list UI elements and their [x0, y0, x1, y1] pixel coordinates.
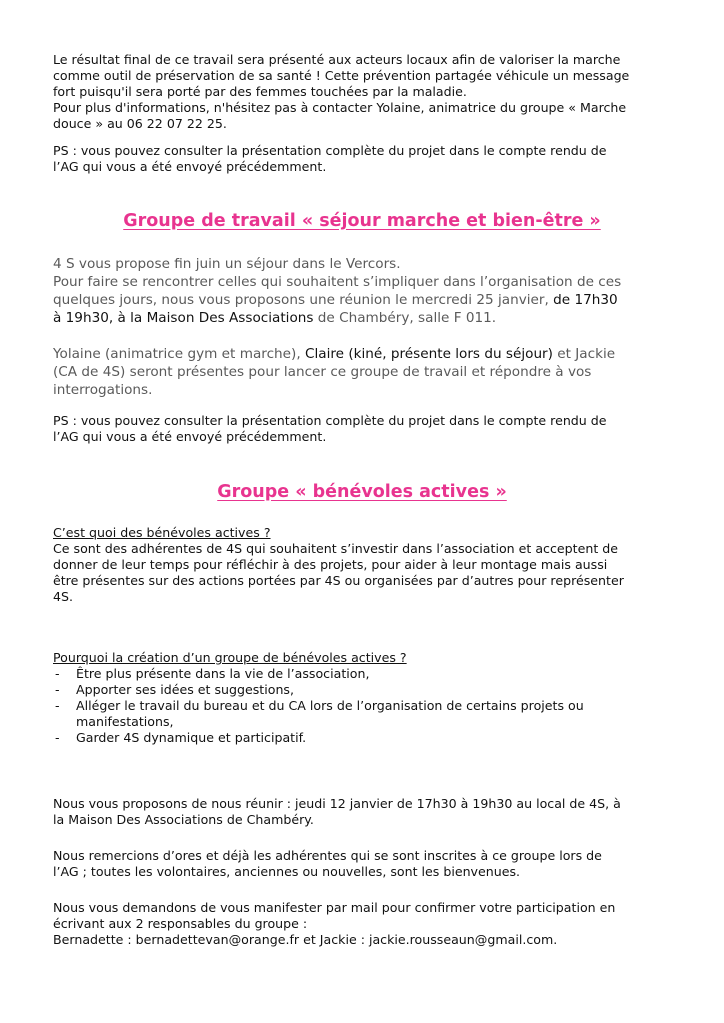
text-line: l’AG qui vous a été envoyé précédemment.	[53, 159, 327, 174]
text-line: (CA de 4S) seront présentes pour lancer ce groupe de travail et répondre à vos	[53, 364, 592, 380]
contact-paragraph	[53, 900, 665, 948]
text-line: Nous vous proposons de nous réunir : jeudi 12 janvier de 17h30 à 19h30 au local de 4S, à	[53, 796, 621, 811]
text-line: l’AG ; toutes les volontaires, anciennes ou nouvelles, sont les bienvenues.	[53, 864, 521, 879]
text-line: 4 S vous propose fin juin un séjour dans le Vercors.	[53, 256, 401, 272]
text-line: Le résultat final de ce travail sera présenté aux acteurs locaux afin de valoriser la marche	[53, 52, 621, 67]
section-question: C’est quoi des bénévoles actives ?	[53, 525, 271, 540]
text-span: et Jackie	[552, 346, 616, 362]
list-item: - Alléger le travail du bureau et du CA lors de l’organisation de certains projets ou manifestations,	[53, 698, 636, 730]
text-line: PS : vous pouvez consulter la présentation complète du projet dans le compte rendu de	[53, 143, 607, 158]
thanks-paragraph	[53, 848, 665, 880]
text-line	[53, 345, 665, 363]
contact-emails: Bernadette : bernadettevan@orange.fr et Jackie : jackie.rousseaun@gmail.com.	[53, 932, 558, 947]
marche-ps	[53, 143, 665, 175]
text-line	[53, 291, 665, 309]
marche-paragraph	[53, 52, 665, 132]
list-item: - Apporter ses idées et suggestions,	[53, 682, 665, 698]
text-line: PS : vous pouvez consulter la présentation complète du projet dans le compte rendu de	[53, 413, 607, 428]
meeting-paragraph	[53, 796, 665, 828]
text-line: interrogations.	[53, 382, 153, 398]
benevoles-title: Groupe « bénévoles actives »	[217, 482, 507, 502]
text-line: douce » au 06 22 07 22 25.	[53, 116, 227, 131]
reasons-list	[53, 666, 665, 746]
text-line: Nous remercions d’ores et déjà les adhérentes qui se sont inscrites à ce groupe lors de	[53, 848, 602, 863]
text-span: quelques jours, nous vous proposons une réunion le mercredi 25 janvier,	[53, 292, 554, 308]
text-span: à 19h30, à la Maison Des Associations	[53, 310, 318, 326]
text-line: donner de leur temps pour réfléchir à des projets, pour aider à leur montage mais aussi	[53, 557, 608, 572]
text-line: l’AG qui vous a été envoyé précédemment.	[53, 429, 327, 444]
benevoles-reasons	[53, 650, 665, 746]
text-line	[53, 309, 665, 327]
text-span: de 17h30	[553, 292, 618, 308]
text-line: la Maison Des Associations de Chambéry.	[53, 812, 314, 827]
text-span: Yolaine (animatrice gym et marche),	[53, 346, 305, 362]
text-line: 4S.	[53, 589, 74, 604]
sejour-paragraph	[53, 255, 665, 327]
list-item: - Être plus présente dans la vie de l’association,	[53, 666, 665, 682]
text-line: Pour faire se rencontrer celles qui souhaitent s’impliquer dans l’organisation de ces	[53, 274, 622, 290]
benevoles-definition	[53, 525, 665, 605]
text-line: écrivant aux 2 responsables du groupe :	[53, 916, 308, 931]
text-span: Claire (kiné, présente lors du séjour)	[304, 346, 553, 362]
text-line: être présentes sur des actions portées par 4S ou organisées par d’autres pour représenter	[53, 573, 624, 588]
text-line: Nous vous demandons de vous manifester par mail pour confirmer votre participation en	[53, 900, 616, 915]
sejour-title: Groupe de travail « séjour marche et bien-être »	[123, 211, 601, 231]
text-span: de Chambéry, salle F 011.	[317, 310, 497, 326]
text-line: Ce sont des adhérentes de 4S qui souhaitent s’investir dans l’association et acceptent de	[53, 541, 618, 556]
text-line: fort puisqu'il sera porté par des femmes touchées par la maladie.	[53, 84, 467, 99]
list-item: - Garder 4S dynamique et participatif.	[53, 730, 665, 746]
sejour-people	[53, 345, 665, 399]
text-line: Pour plus d'informations, n'hésitez pas à contacter Yolaine, animatrice du groupe « Marche	[53, 100, 627, 115]
sejour-ps	[53, 413, 665, 445]
section-question: Pourquoi la création d’un groupe de bénévoles actives ?	[53, 650, 407, 665]
text-line: comme outil de préservation de sa santé ! Cette prévention partagée véhicule un message	[53, 68, 630, 83]
